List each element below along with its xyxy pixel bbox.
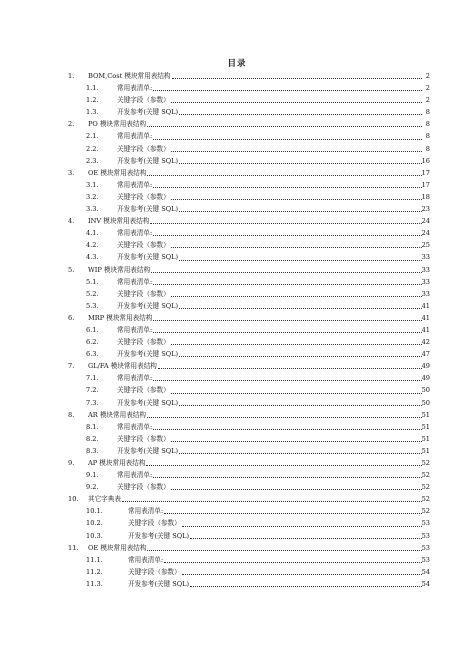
toc-entry-number: 7.3. xyxy=(86,398,99,407)
toc-dot-leader xyxy=(147,118,422,127)
toc-dot-leader xyxy=(153,227,422,236)
toc-entry-number: 1.2. xyxy=(86,96,99,105)
toc-page-number: 52 xyxy=(421,483,430,492)
toc-chapter-entry[interactable] xyxy=(0,215,474,227)
toc-section-entry[interactable] xyxy=(0,433,474,445)
toc-page-number: 54 xyxy=(421,579,430,588)
toc-page-number: 25 xyxy=(421,241,430,250)
toc-page-number: 24 xyxy=(421,217,430,226)
toc-entry-label: 常用表清单: xyxy=(128,555,164,564)
toc-dot-leader xyxy=(164,505,422,514)
toc-section-entry[interactable] xyxy=(0,324,474,336)
toc-entry-label: 常用表清单: xyxy=(117,471,153,480)
toc-entry-label: 开发参考(关键 SQL) xyxy=(128,579,190,588)
toc-dot-leader xyxy=(182,566,422,575)
toc-page-number: 51 xyxy=(421,434,430,443)
toc-entry-number: 11.1. xyxy=(86,555,103,564)
toc-entry-number: 11. xyxy=(68,543,79,552)
toc-entry-number: 4. xyxy=(68,217,75,226)
toc-section-entry[interactable] xyxy=(0,82,474,94)
toc-entry-label: 常用表清单: xyxy=(117,84,153,93)
toc-entry-number: 8. xyxy=(68,410,75,419)
toc-entry-number: 2. xyxy=(68,120,75,129)
toc-page-number: 8 xyxy=(425,144,430,153)
toc-dot-leader xyxy=(179,348,422,357)
toc-entry-number: 6.3. xyxy=(86,350,99,359)
toc-entry-label: OE 模块常用表结构 xyxy=(88,543,147,552)
toc-entry-label: 开发参考(关键 SQL) xyxy=(117,398,179,407)
toc-entry-number: 5. xyxy=(68,265,75,274)
toc-dot-leader xyxy=(153,82,422,91)
toc-entry-number: 1.1. xyxy=(86,84,99,93)
toc-page-number: 24 xyxy=(421,229,430,238)
toc-chapter-entry[interactable] xyxy=(0,312,474,324)
toc-entry-number: 1.3. xyxy=(86,108,99,117)
toc-entry-label: 关键字段（参数） xyxy=(117,241,170,250)
toc-entry-label: 常用表清单: xyxy=(117,374,153,383)
toc-entry-label: 关键字段（参数） xyxy=(117,289,170,298)
toc-dot-leader xyxy=(182,517,422,526)
toc-chapter-entry[interactable] xyxy=(0,360,474,372)
toc-section-entry[interactable] xyxy=(0,130,474,142)
toc-section-entry[interactable] xyxy=(0,143,474,155)
toc-dot-leader xyxy=(153,130,422,139)
toc-entry-number: 8.3. xyxy=(86,446,99,455)
toc-entry-number: 1. xyxy=(68,72,75,80)
toc-entry-number: 7.2. xyxy=(86,386,99,395)
toc-dot-leader xyxy=(179,300,422,309)
toc-entry-label: PO 模块常用表结构 xyxy=(88,120,147,129)
toc-entry-label: 其它字典表 xyxy=(88,495,121,504)
toc-entry-number: 2.2. xyxy=(86,144,99,153)
toc-section-entry[interactable] xyxy=(0,348,474,360)
toc-section-entry[interactable] xyxy=(0,94,474,106)
toc-page-number: 51 xyxy=(421,422,430,431)
toc-entry-label: 常用表清单: xyxy=(117,277,153,286)
toc-dot-leader xyxy=(153,312,422,321)
toc-dot-leader xyxy=(171,336,422,345)
toc-entry-number: 3.1. xyxy=(86,180,99,189)
toc-chapter-entry[interactable] xyxy=(0,457,474,469)
toc-dot-leader xyxy=(171,481,422,490)
toc-section-entry[interactable] xyxy=(0,106,474,118)
toc-dot-leader xyxy=(171,191,422,200)
toc-page-number: 50 xyxy=(421,386,430,395)
toc-entry-number: 8.2. xyxy=(86,434,99,443)
toc-dot-leader xyxy=(171,239,422,248)
toc-dot-leader xyxy=(153,179,422,188)
toc-dot-leader xyxy=(153,469,422,478)
toc-entry-number: 4.1. xyxy=(86,229,99,238)
toc-entry-number: 3.2. xyxy=(86,192,99,201)
toc-section-entry[interactable] xyxy=(0,203,474,215)
toc-entry-number: 4.3. xyxy=(86,253,99,262)
toc-entry-number: 10.1. xyxy=(86,507,103,516)
toc-entry-label: 常用表清单: xyxy=(117,229,153,238)
toc-entry-number: 10. xyxy=(68,495,79,504)
toc-entry-label: BOM,Cost 模块常用表结构 xyxy=(88,72,171,80)
toc-section-entry[interactable] xyxy=(0,578,474,590)
toc-dot-leader xyxy=(179,251,422,260)
toc-entry-number: 3. xyxy=(68,168,75,177)
toc-dot-leader xyxy=(153,276,422,285)
toc-chapter-entry[interactable] xyxy=(0,409,474,421)
toc-page-number: 53 xyxy=(421,543,430,552)
toc-section-entry[interactable] xyxy=(0,421,474,433)
toc-page-number: 52 xyxy=(421,471,430,480)
toc-entry-label: INV 模块常用表结构 xyxy=(88,217,150,226)
toc-page-number: 41 xyxy=(421,301,430,310)
toc-entry-number: 5.1. xyxy=(86,277,99,286)
toc-entry-label: 开发参考(关键 SQL) xyxy=(117,350,179,359)
toc-dot-leader xyxy=(146,457,422,466)
toc-dot-leader xyxy=(122,493,422,502)
toc-dot-leader xyxy=(151,264,422,273)
toc-section-entry[interactable] xyxy=(0,276,474,288)
toc-entry-label: 常用表清单: xyxy=(128,507,164,516)
toc-section-entry[interactable] xyxy=(0,566,474,578)
toc-title: 目录 xyxy=(227,59,247,69)
toc-section-entry[interactable] xyxy=(0,384,474,396)
toc-page-number: 33 xyxy=(421,277,430,286)
toc-entry-number: 9.2. xyxy=(86,483,99,492)
toc-entry-label: 常用表清单: xyxy=(117,422,153,431)
toc-page-number: 33 xyxy=(421,289,430,298)
toc-entry-number: 3.3. xyxy=(86,205,99,214)
toc-section-entry[interactable] xyxy=(0,445,474,457)
toc-entry-label: 常用表清单: xyxy=(117,180,153,189)
toc-page-number: 33 xyxy=(421,253,430,262)
toc-entry-label: 开发参考(关键 SQL) xyxy=(117,253,179,262)
toc-page-number: 51 xyxy=(421,410,430,419)
toc-dot-leader xyxy=(190,530,422,539)
toc-entry-label: 关键字段（参数） xyxy=(117,192,170,201)
toc-page-number: 2 xyxy=(425,96,430,105)
toc-entry-number: 10.3. xyxy=(86,531,103,540)
toc-entry-label: 开发参考(关键 SQL) xyxy=(128,531,190,540)
toc-dot-leader xyxy=(147,542,422,551)
toc-entry-label: 关键字段（参数） xyxy=(117,386,170,395)
toc-dot-leader xyxy=(190,578,422,587)
toc-entry-number: 7.1. xyxy=(86,374,99,383)
toc-page-number: 41 xyxy=(421,325,430,334)
toc-page-number: 53 xyxy=(421,519,430,528)
toc-page-number: 50 xyxy=(421,398,430,407)
toc-entry-label: WIP 模块常用表结构 xyxy=(88,265,151,274)
toc-entry-label: 常用表清单: xyxy=(117,132,153,141)
toc-chapter-entry[interactable] xyxy=(0,542,474,554)
toc-page-number: 53 xyxy=(421,555,430,564)
toc-dot-leader xyxy=(171,143,422,152)
toc-section-entry[interactable] xyxy=(0,300,474,312)
toc-page-number: 23 xyxy=(421,205,430,214)
toc-section-entry[interactable] xyxy=(0,288,474,300)
toc-entry-label: 开发参考(关键 SQL) xyxy=(117,205,179,214)
toc-page-number: 8 xyxy=(425,108,430,117)
toc-entry-label: 开发参考(关键 SQL) xyxy=(117,108,179,117)
toc-dot-leader xyxy=(179,397,422,406)
toc-dot-leader xyxy=(179,203,422,212)
toc-dot-leader xyxy=(179,445,422,454)
toc-entry-label: 关键字段（参数） xyxy=(128,519,181,528)
toc-entry-number: 8.1. xyxy=(86,422,99,431)
toc-section-entry[interactable] xyxy=(0,481,474,493)
toc-dot-leader xyxy=(171,94,422,103)
toc-page-number: 18 xyxy=(421,192,430,201)
toc-dot-leader xyxy=(171,433,422,442)
toc-entry-label: 关键字段（参数） xyxy=(117,144,170,153)
toc-section-entry[interactable] xyxy=(0,179,474,191)
toc-chapter-entry[interactable] xyxy=(0,70,474,82)
table-of-contents xyxy=(0,70,474,590)
toc-page-number: 41 xyxy=(421,313,430,322)
toc-dot-leader xyxy=(147,409,422,418)
toc-page-number: 33 xyxy=(421,265,430,274)
toc-section-entry[interactable] xyxy=(0,155,474,167)
toc-chapter-entry[interactable] xyxy=(0,167,474,179)
toc-page-number: 42 xyxy=(421,338,430,347)
toc-chapter-entry[interactable] xyxy=(0,264,474,276)
toc-entry-number: 6.2. xyxy=(86,338,99,347)
toc-entry-number: 11.2. xyxy=(86,567,103,576)
toc-entry-number: 11.3. xyxy=(86,579,103,588)
toc-section-entry[interactable] xyxy=(0,397,474,409)
toc-entry-label: 关键字段（参数） xyxy=(117,96,170,105)
toc-section-entry[interactable] xyxy=(0,469,474,481)
toc-dot-leader xyxy=(179,155,422,164)
toc-entry-number: 9.1. xyxy=(86,471,99,480)
toc-section-entry[interactable] xyxy=(0,191,474,203)
toc-entry-label: 关键字段（参数） xyxy=(117,483,170,492)
toc-entry-label: AR 模块常用表结构 xyxy=(88,410,146,419)
toc-entry-label: 关键字段（参数） xyxy=(128,567,181,576)
toc-entry-label: 开发参考(关键 SQL) xyxy=(117,156,179,165)
toc-dot-leader xyxy=(171,384,422,393)
toc-entry-number: 6.1. xyxy=(86,325,99,334)
toc-entry-label: 开发参考(关键 SQL) xyxy=(117,301,179,310)
toc-entry-number: 7. xyxy=(68,362,75,371)
toc-section-entry[interactable] xyxy=(0,530,474,542)
toc-dot-leader xyxy=(158,360,422,369)
toc-dot-leader xyxy=(171,288,422,297)
toc-entry-label: AP 模块常用表结构 xyxy=(88,459,146,467)
toc-chapter-entry[interactable] xyxy=(0,118,474,130)
toc-dot-leader xyxy=(147,167,422,176)
toc-dot-leader xyxy=(153,372,422,381)
toc-section-entry[interactable] xyxy=(0,336,474,348)
toc-entry-number: 2.3. xyxy=(86,156,99,165)
toc-dot-leader xyxy=(172,70,422,79)
toc-entry-label: 开发参考(关键 SQL) xyxy=(117,446,179,455)
toc-page-number: 53 xyxy=(421,531,430,540)
toc-entry-number: 10.2. xyxy=(86,519,103,528)
toc-entry-number: 2.1. xyxy=(86,132,99,141)
toc-section-entry[interactable] xyxy=(0,517,474,529)
toc-entry-number: 5.3. xyxy=(86,301,99,310)
toc-page-number: 2 xyxy=(425,72,430,80)
toc-dot-leader xyxy=(153,324,422,333)
toc-page-number: 49 xyxy=(421,362,430,371)
toc-page-number: 8 xyxy=(425,132,430,141)
toc-entry-label: 关键字段（参数） xyxy=(117,338,170,347)
toc-entry-number: 5.2. xyxy=(86,289,99,298)
toc-section-entry[interactable] xyxy=(0,239,474,251)
toc-page-number: 16 xyxy=(421,156,430,165)
toc-entry-number: 9. xyxy=(68,459,75,467)
toc-chapter-entry[interactable] xyxy=(0,493,474,505)
toc-page-number: 51 xyxy=(421,446,430,455)
toc-section-entry[interactable] xyxy=(0,372,474,384)
toc-entry-label: 关键字段（参数） xyxy=(117,434,170,443)
toc-page-number: 52 xyxy=(421,495,430,504)
toc-entry-label: 常用表清单: xyxy=(117,325,153,334)
toc-page-number: 8 xyxy=(425,120,430,129)
toc-section-entry[interactable] xyxy=(0,251,474,263)
toc-entry-label: MRP 模块常用表结构 xyxy=(88,313,153,322)
toc-section-entry[interactable] xyxy=(0,505,474,517)
toc-entry-number: 6. xyxy=(68,313,75,322)
toc-entry-label: GL/FA 模块常用表结构 xyxy=(88,362,157,371)
toc-entry-label: OE 模块常用表结构 xyxy=(88,168,147,177)
toc-page-number: 2 xyxy=(425,84,430,93)
toc-page-number: 47 xyxy=(421,350,430,359)
toc-dot-leader xyxy=(153,421,422,430)
toc-dot-leader xyxy=(164,554,422,563)
toc-page-number: 49 xyxy=(421,374,430,383)
toc-page-number: 52 xyxy=(421,507,430,516)
toc-page-number: 54 xyxy=(421,567,430,576)
toc-page-number: 52 xyxy=(421,459,430,467)
toc-dot-leader xyxy=(150,215,422,224)
toc-page-number: 17 xyxy=(421,168,430,177)
toc-entry-number: 4.2. xyxy=(86,241,99,250)
toc-dot-leader xyxy=(179,106,422,115)
toc-section-entry[interactable] xyxy=(0,227,474,239)
toc-section-entry[interactable] xyxy=(0,554,474,566)
toc-page-number: 17 xyxy=(421,180,430,189)
